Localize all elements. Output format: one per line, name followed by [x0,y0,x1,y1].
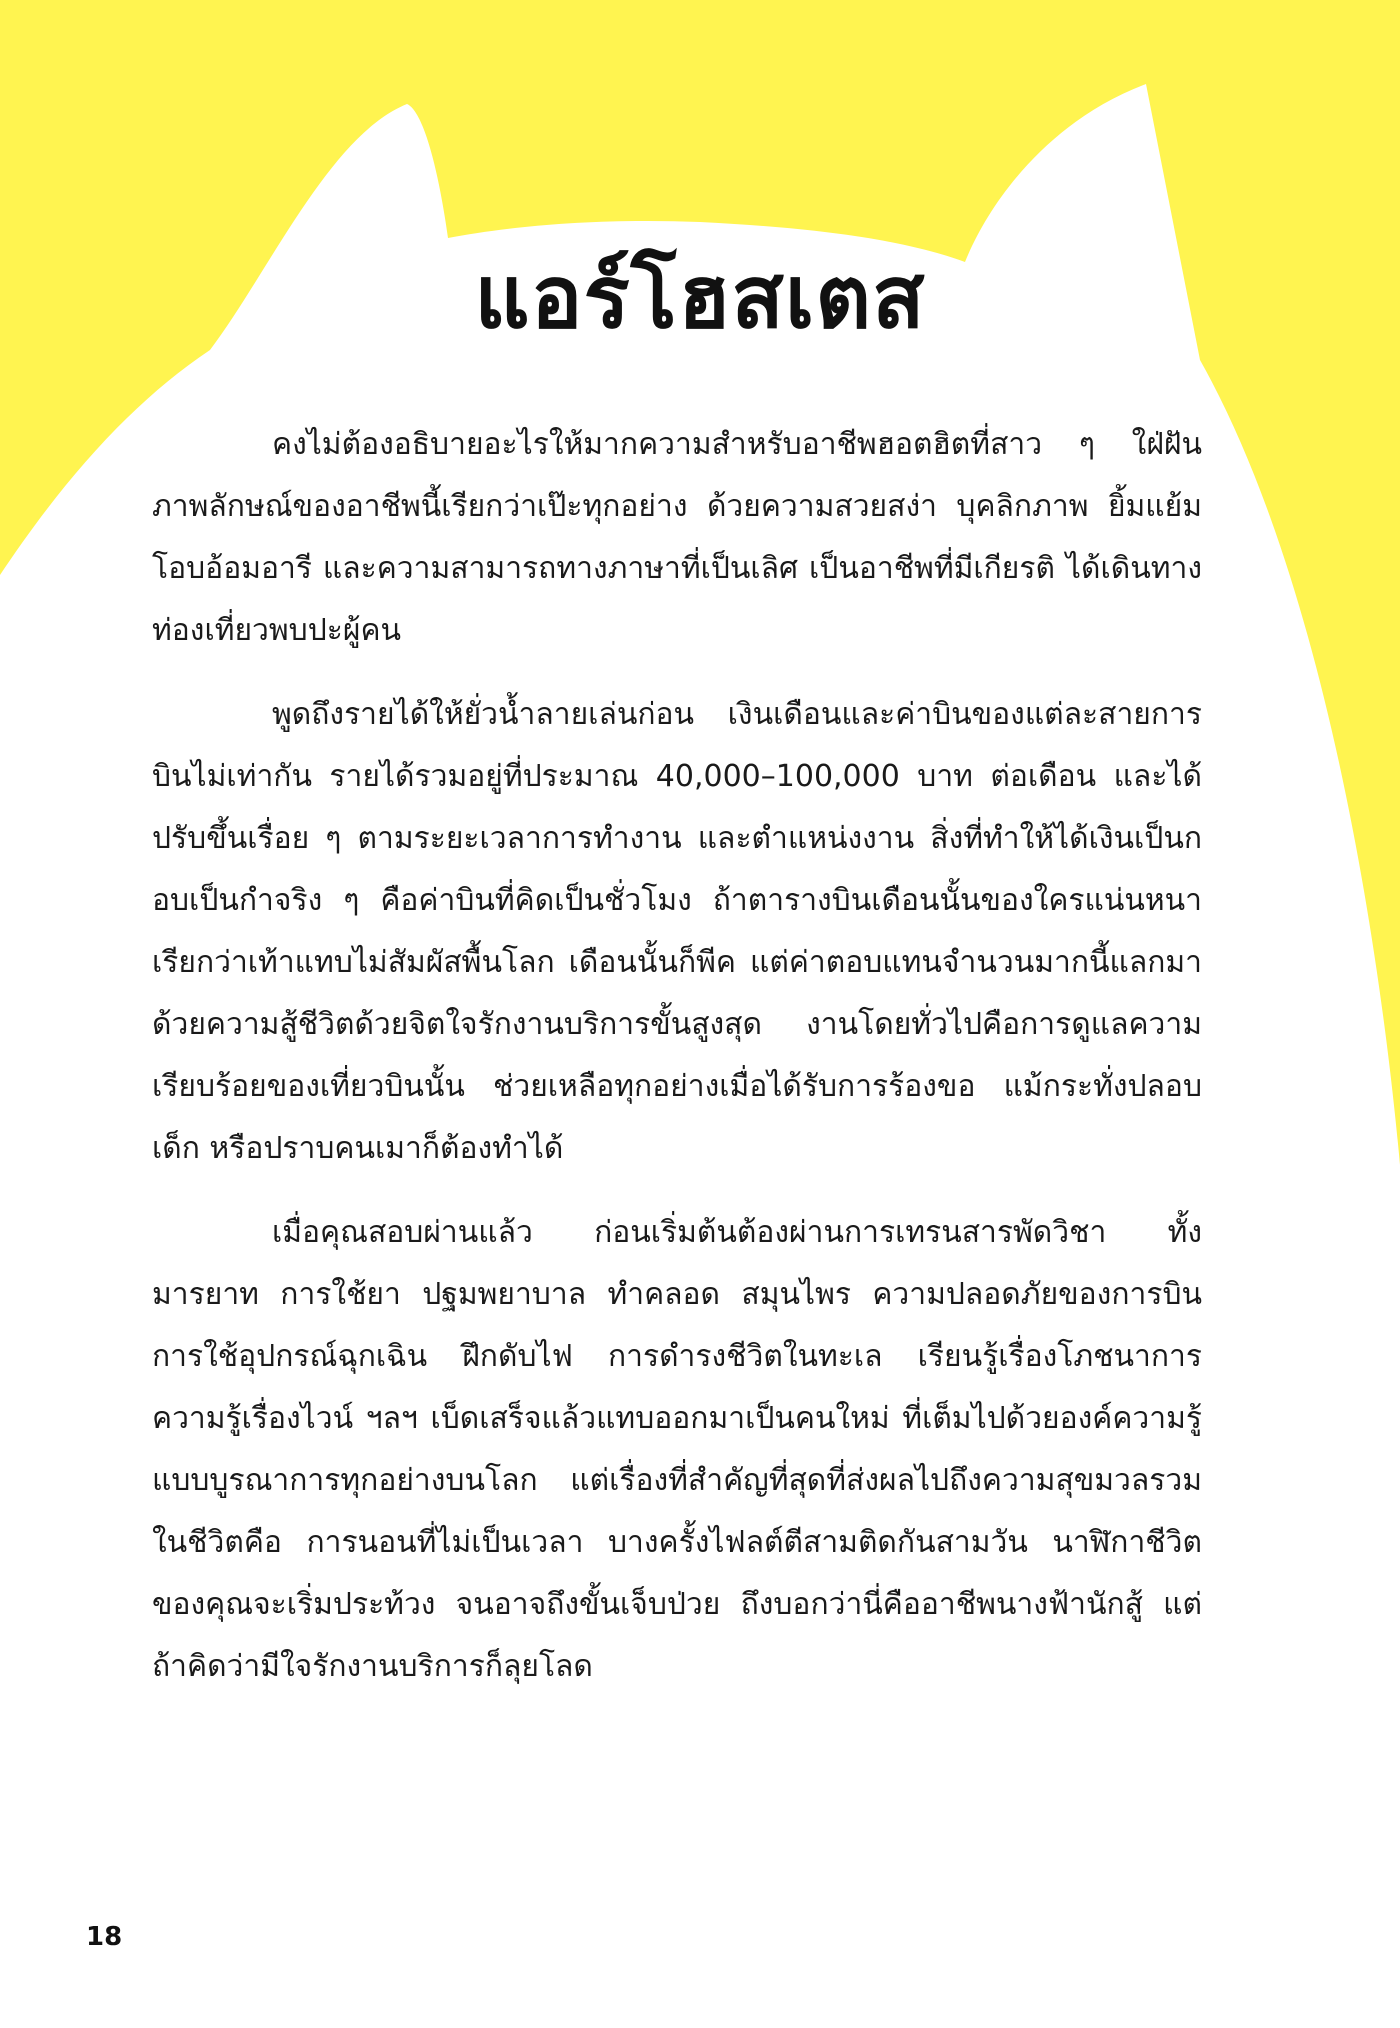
page-number: 18 [86,1922,123,1952]
paragraph-income: พูดถึงรายได้ให้ยั่วน้ำลายเล่นก่อน เงินเดือนและค่าบินของแต่ละสายการบินไม่เท่ากัน รายได้รวมอยู่ที่ประมาณ 40,000–100,000 บาท ต่อเดือน และได้ปรับขึ้นเรื่อย ๆ ตามระยะเวลาการทำงาน และตำแหน่งงาน สิ่งที่ทำให้ได้เงินเป็นกอบเป็นกำจริง ๆ คือค่าบินที่คิดเป็นชั่วโมง ถ้าตารางบินเดือนนั้นของใครแน่นหนาเรียกว่าเท้าแทบไม่สัมผัสพื้นโลก เดือนนั้นก็พีค แต่ค่าตอบแทนจำนวนมากนี้แลกมาด้วยความสู้ชีวิตด้วยจิตใจรักงานบริการขั้นสูงสุด งานโดยทั่วไปคือการดูแลความเรียบร้อยของเที่ยวบินนั้น ช่วยเหลือทุกอย่างเมื่อได้รับการร้องขอ แม้กระทั่งปลอบเด็ก หรือปราบคนเมาก็ต้องทำได้ [152,697,1202,1166]
article-body [152,414,1202,1720]
paragraph-training: เมื่อคุณสอบผ่านแล้ว ก่อนเริ่มต้นต้องผ่านการเทรนสารพัดวิชา ทั้งมารยาท การใช้ยา ปฐมพยาบาล ทำคลอด สมุนไพร ความปลอดภัยของการบิน การใช้อุปกรณ์ฉุกเฉิน ฝึกดับไฟ การดำรงชีวิตในทะเล เรียนรู้เรื่องโภชนาการ ความรู้เรื่องไวน์ ฯลฯ เบ็ดเสร็จแล้วแทบออกมาเป็นคนใหม่ ที่เต็มไปด้วยองค์ความรู้แบบบูรณาการทุกอย่างบนโลก แต่เรื่องที่สำคัญที่สุดที่ส่งผลไปถึงความสุขมวลรวมในชีวิตคือ การนอนที่ไม่เป็นเวลา บางครั้งไฟลต์ตีสามติดกันสามวัน นาฬิกาชีวิตของคุณจะเริ่มประท้วง จนอาจถึงขั้นเจ็บป่วย ถึงบอกว่านี่คืออาชีพนางฟ้านักสู้ แต่ถ้าคิดว่ามีใจรักงานบริการก็ลุยโลด [152,1215,1202,1684]
page-title: แอร์โฮสเตส [474,248,926,348]
paragraph-intro: คงไม่ต้องอธิบายอะไรให้มากความสำหรับอาชีพฮอตฮิตที่สาว ๆ ใฝ่ฝัน ภาพลักษณ์ของอาชีพนี้เรียกว่าเป๊ะทุกอย่าง ด้วยความสวยสง่า บุคลิกภาพ ยิ้มแย้มโอบอ้อมอารี และความสามารถทางภาษาที่เป็นเลิศ เป็นอาชีพที่มีเกียรติ ได้เดินทางท่องเที่ยวพบปะผู้คน [152,427,1202,648]
